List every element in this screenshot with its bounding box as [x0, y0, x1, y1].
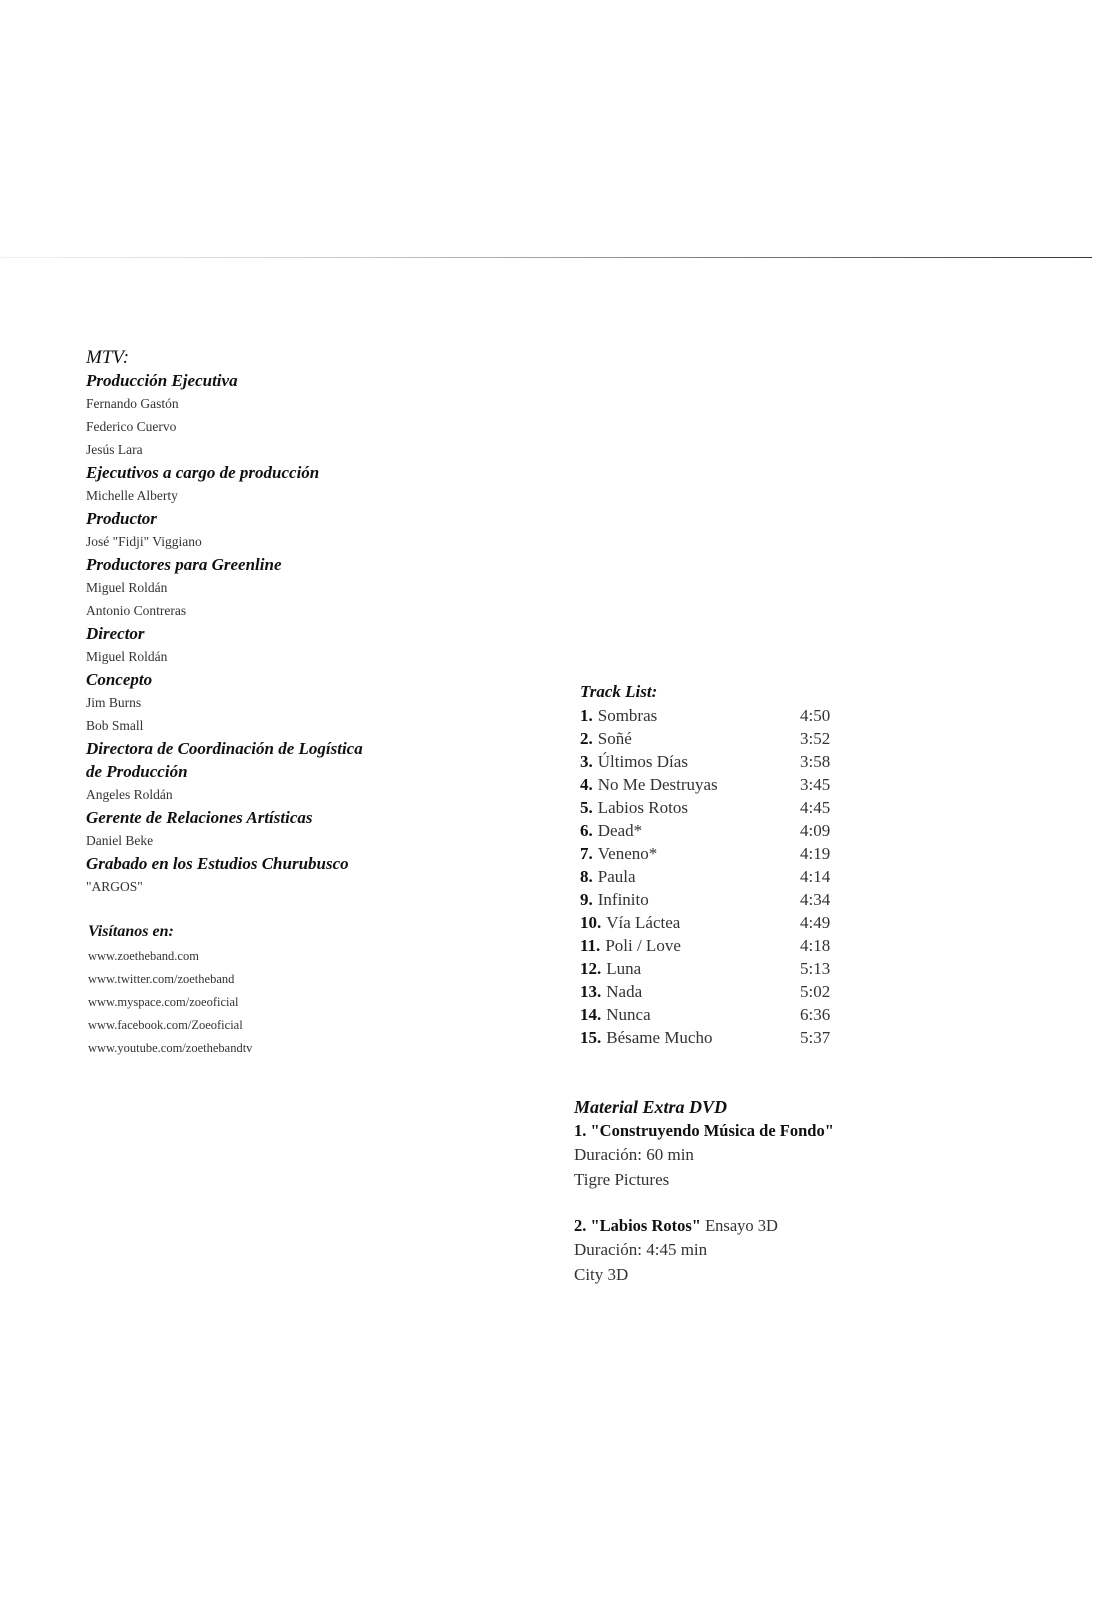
credit-heading: Productor: [86, 509, 157, 528]
track-title: Veneno*: [597, 844, 658, 863]
website-link[interactable]: www.twitter.com/zoetheband: [88, 972, 235, 986]
extra-dvd-section: [574, 1096, 914, 1287]
spacer: [574, 1192, 914, 1214]
track-duration: 4:14: [800, 867, 831, 886]
track-rows: [580, 704, 840, 1049]
extra-item-1-duration: Duración: 60 min: [574, 1145, 694, 1164]
track-number: 3.: [580, 752, 593, 771]
track-duration: 3:45: [800, 775, 831, 794]
track-title: Poli / Love: [605, 936, 681, 955]
track-duration: 3:58: [800, 752, 831, 771]
credit-name: Jesús Lara: [86, 442, 143, 457]
track-number: 13.: [580, 982, 602, 1001]
track-title: Luna: [606, 959, 642, 978]
track-row: [580, 888, 840, 911]
track-duration: 5:13: [800, 959, 831, 978]
track-row: [580, 911, 840, 934]
credit-name: Federico Cuervo: [86, 419, 177, 434]
website-link[interactable]: www.youtube.com/zoethebandtv: [88, 1041, 253, 1055]
track-number: 6.: [580, 821, 593, 840]
track-row: [580, 750, 840, 773]
track-list-heading: Track List:: [580, 682, 658, 701]
website-link[interactable]: www.facebook.com/Zoeoficial: [88, 1018, 243, 1032]
track-row: [580, 1026, 840, 1049]
track-number: 8.: [580, 867, 593, 886]
extra-item-2-company: City 3D: [574, 1265, 629, 1284]
track-row: [580, 727, 840, 750]
extra-item-2-note: Ensayo 3D: [700, 1216, 778, 1235]
website-link[interactable]: www.myspace.com/zoeoficial: [88, 995, 239, 1009]
extra-item-2-label: 2. "Labios Rotos": [574, 1216, 701, 1235]
track-duration: 5:02: [800, 982, 831, 1001]
track-number: 5.: [580, 798, 593, 817]
track-title: Paula: [597, 867, 636, 886]
credit-heading: MTV:: [86, 347, 130, 368]
track-row: [580, 773, 840, 796]
url-list: [88, 945, 252, 1060]
track-number: 7.: [580, 844, 593, 863]
track-duration: 4:49: [800, 913, 831, 932]
track-number: 11.: [580, 936, 601, 955]
extra-item-1-title: 1. "Construyendo Música de Fondo": [574, 1121, 834, 1140]
credit-name: Angeles Roldán: [86, 787, 173, 802]
divider-line: [0, 257, 1092, 258]
track-number: 14.: [580, 1005, 602, 1024]
website-link[interactable]: www.zoetheband.com: [88, 949, 199, 963]
track-title: Nunca: [606, 1005, 651, 1024]
track-number: 1.: [580, 706, 593, 725]
track-row: [580, 842, 840, 865]
track-duration: 4:45: [800, 798, 831, 817]
track-number: 10.: [580, 913, 602, 932]
credit-heading: Director: [86, 624, 145, 643]
track-number: 9.: [580, 890, 593, 909]
track-title: No Me Destruyas: [597, 775, 718, 794]
track-title: Infinito: [597, 890, 649, 909]
credit-heading: Directora de Coordinación de Logística: [86, 739, 363, 758]
track-title: Soñé: [597, 729, 632, 748]
extra-item-1-company: Tigre Pictures: [574, 1170, 670, 1189]
credit-name: Daniel Beke: [86, 833, 154, 848]
track-duration: 4:09: [800, 821, 831, 840]
track-row: [580, 704, 840, 727]
credit-heading: Gerente de Relaciones Artísticas: [86, 808, 313, 827]
credit-heading: Grabado en los Estudios Churubusco: [86, 854, 349, 873]
credit-heading: de Producción: [86, 762, 188, 781]
credits-section: [86, 346, 466, 898]
track-duration: 5:37: [800, 1028, 831, 1047]
track-title: Dead*: [597, 821, 643, 840]
track-row: [580, 980, 840, 1003]
credit-name: Michelle Alberty: [86, 488, 178, 503]
track-title: Nada: [606, 982, 643, 1001]
credit-heading: Productores para Greenline: [86, 555, 282, 574]
credit-heading: Concepto: [86, 670, 153, 689]
track-duration: 3:52: [800, 729, 831, 748]
track-number: 12.: [580, 959, 602, 978]
credit-name: Miguel Roldán: [86, 649, 168, 664]
extra-heading: Material Extra DVD: [574, 1097, 728, 1117]
credit-name: Bob Small: [86, 718, 144, 733]
credit-heading: Ejecutivos a cargo de producción: [86, 463, 320, 482]
extra-item-2-title: [574, 1214, 914, 1237]
track-duration: 4:34: [800, 890, 831, 909]
track-number: 2.: [580, 729, 593, 748]
track-duration: 4:18: [800, 936, 831, 955]
track-duration: 4:19: [800, 844, 831, 863]
track-list: [580, 682, 840, 1049]
track-number: 4.: [580, 775, 593, 794]
track-title: Bésame Mucho: [606, 1028, 713, 1047]
track-title: Últimos Días: [597, 752, 688, 771]
track-row: [580, 796, 840, 819]
track-duration: 6:36: [800, 1005, 831, 1024]
track-row: [580, 1003, 840, 1026]
track-title: Labios Rotos: [597, 798, 688, 817]
visit-heading: Visítanos en:: [88, 923, 174, 940]
track-title: Sombras: [597, 706, 658, 725]
track-title: Vía Láctea: [606, 913, 681, 932]
track-row: [580, 957, 840, 980]
track-row: [580, 865, 840, 888]
credit-name: Antonio Contreras: [86, 603, 187, 618]
track-row: [580, 934, 840, 957]
track-row: [580, 819, 840, 842]
credit-name: "ARGOS": [86, 879, 143, 894]
visit-section: [88, 923, 252, 1060]
track-number: 15.: [580, 1028, 602, 1047]
credit-name: Miguel Roldán: [86, 580, 168, 595]
credit-name: José "Fidji" Viggiano: [86, 534, 202, 549]
credit-name: Jim Burns: [86, 695, 142, 710]
extra-item-2-duration: Duración: 4:45 min: [574, 1240, 708, 1259]
credit-heading: Producción Ejecutiva: [86, 371, 238, 390]
credit-name: Fernando Gastón: [86, 396, 179, 411]
track-duration: 4:50: [800, 706, 831, 725]
